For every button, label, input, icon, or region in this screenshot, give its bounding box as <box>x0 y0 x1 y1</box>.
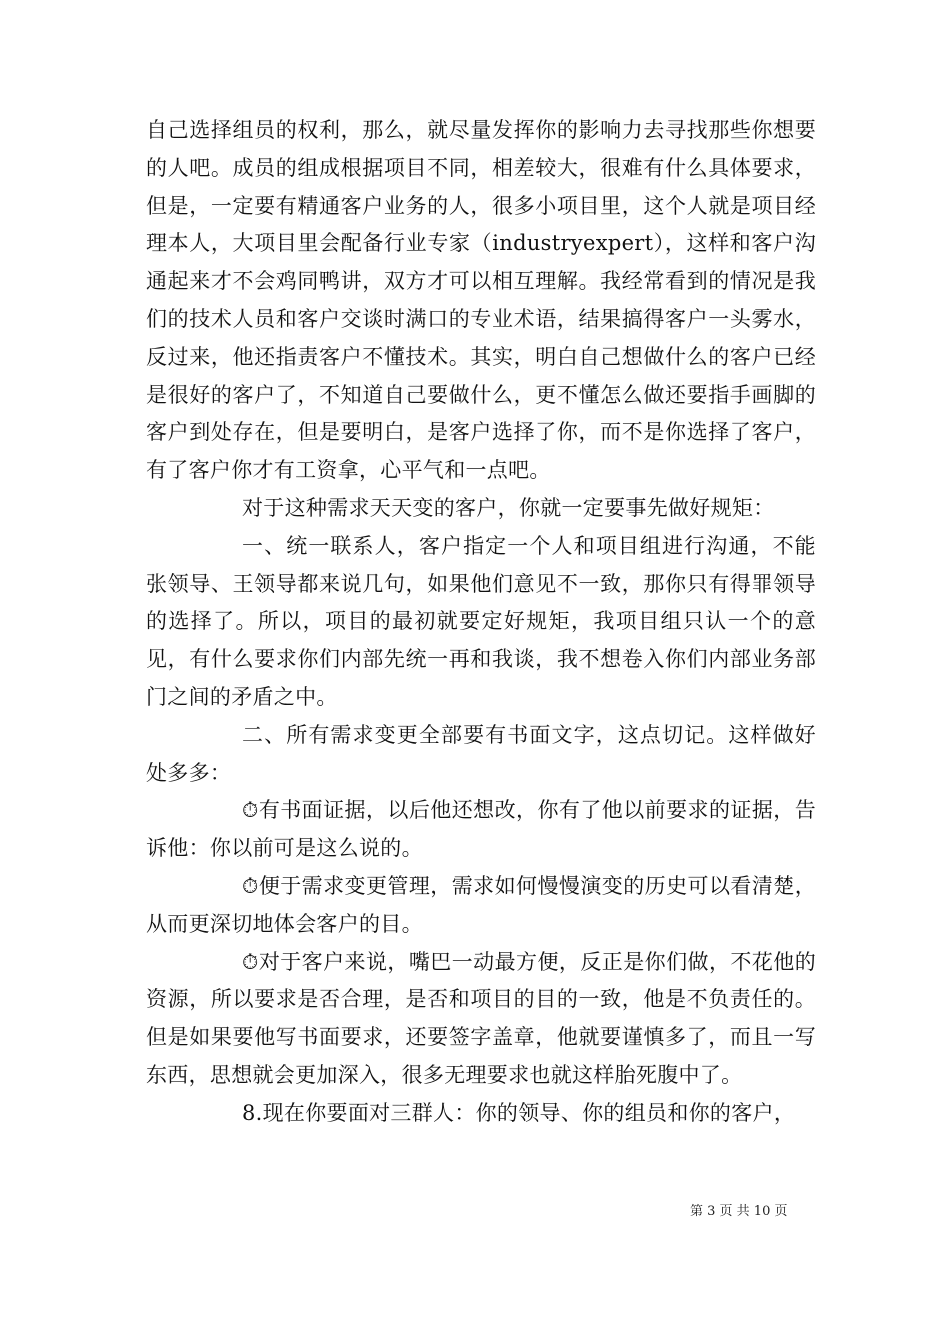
page-number-footer: 第 3 页 共 10 页 <box>690 1204 788 1219</box>
document-body <box>146 112 816 1133</box>
paragraph-written-changes: 二、所有需求变更全部要有书面文字，这点切记。这样做好处多多： <box>146 722 816 785</box>
bullet-customer-responsibility: ⏱对于客户来说，嘴巴一动最方便，反正是你们做，不花他的资源，所以要求是否合理，是否和项目的目的一致，他是不负责任的。但是如果要他写书面要求，还要签字盖章，他就要谨慎多了，而且一写东西，思想就会更加深入，很多无理要求也就这样胎死腹中了。 <box>146 949 816 1087</box>
paragraph-three-groups: 8.现在你要面对三群人：你的领导、你的组员和你的客户， <box>242 1100 796 1125</box>
paragraph-requirement-rules-intro: 对于这种需求天天变的客户，你就一定要事先做好规矩： <box>242 495 775 520</box>
paragraph-single-contact: 一、统一联系人，客户指定一个人和项目组进行沟通，不能张领导、王领导都来说几句，如果他们意见不一致，那你只有得罪领导的选择了。所以，项目的最初就要定好规矩，我项目组只认一个的意见，有什么要求你们内部先统一再和我谈，我不想卷入你们内部业务部门之间的矛盾之中。 <box>146 533 816 709</box>
bullet-change-management: ⏱便于需求变更管理，需求如何慢慢演变的历史可以看清楚，从而更深切地体会客户的目。 <box>146 873 816 936</box>
bullet-written-evidence: ⏱有书面证据，以后他还想改，你有了他以前要求的证据，告诉他：你以前可是这么说的。 <box>146 798 816 861</box>
paragraph-team-members: 自己选择组员的权利，那么，就尽量发挥你的影响力去寻找那些你想要的人吧。成员的组成根据项目不同，相差较大，很难有什么具体要求，但是，一定要有精通客户业务的人，很多小项目里，这个人就是项目经理本人，大项目里会配备行业专家（industryexpert），这样和客户沟通起来才不会鸡同鸭讲，双方才可以相互理解。我经常看到的情况是我们的技术人员和客户交谈时满口的专业术语，结果搞得客户一头雾水，反过来，他还指责客户不懂技术。其实，明白自己想做什么的客户已经是很好的客户了，不知道自己要做什么，更不懂怎么做还要指手画脚的客户到处存在，但是要明白，是客户选择了你，而不是你选择了客户，有了客户你才有工资拿，心平气和一点吧。 <box>146 118 816 483</box>
